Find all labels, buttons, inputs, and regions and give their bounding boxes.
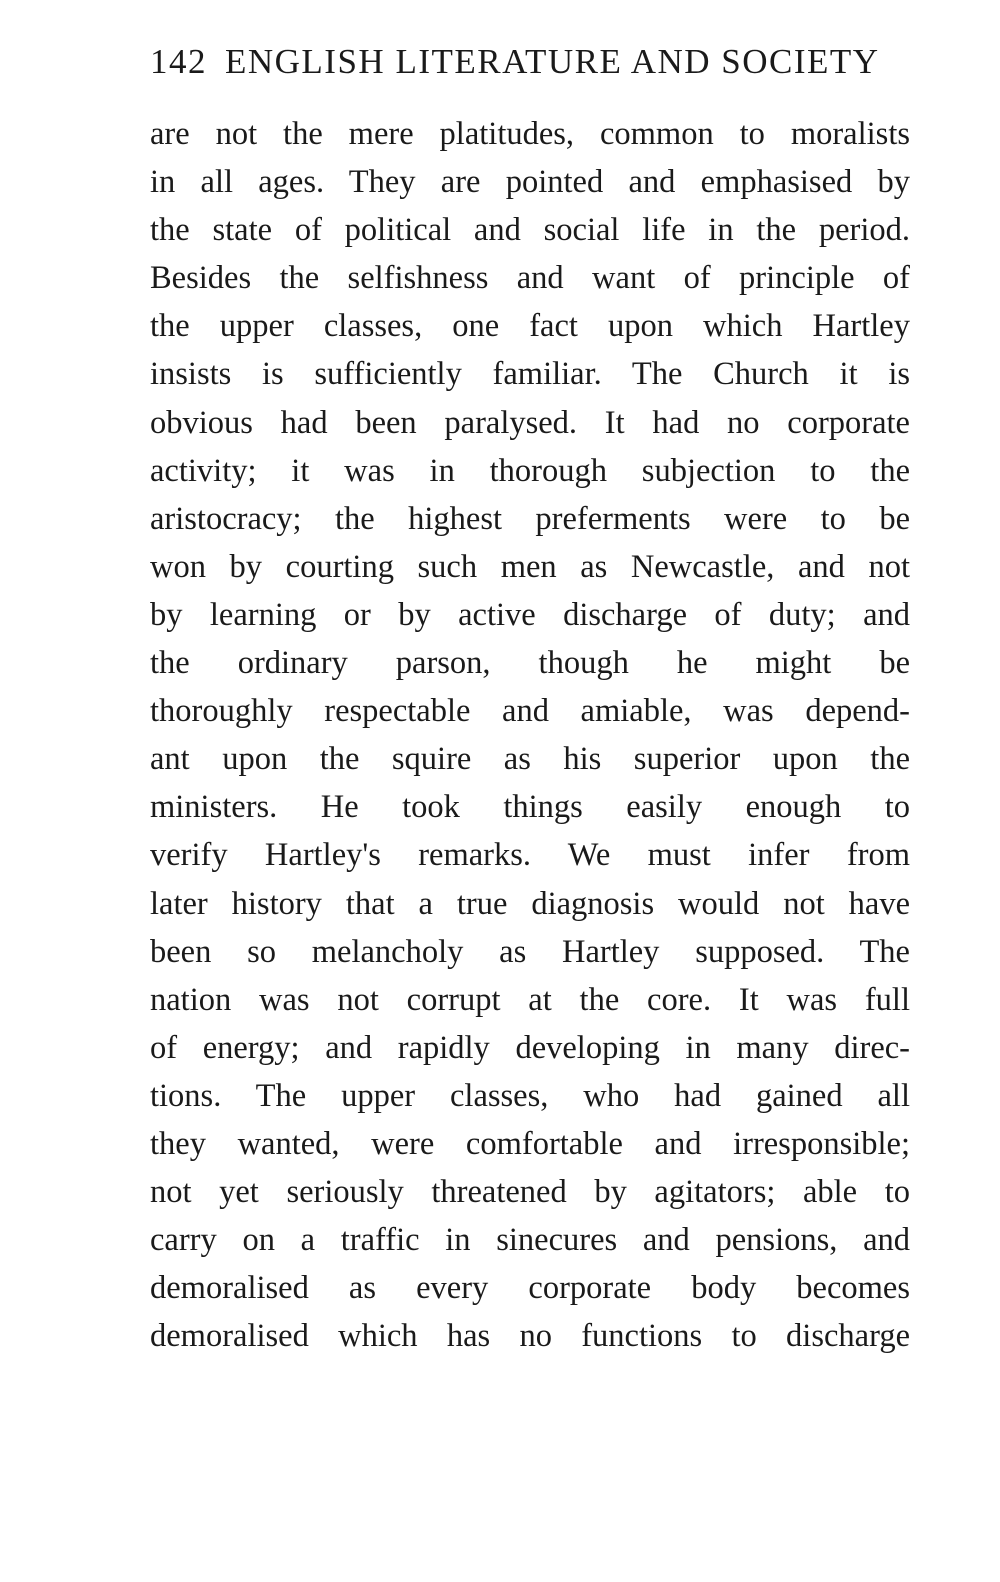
text-line: they wanted, were comfortable and irresponsible; [150,1125,910,1162]
text-line: been so melancholy as Hartley supposed. The [150,933,910,970]
text-line: the ordinary parson, though he might be [150,645,910,682]
text-line: ant upon the squire as his superior upon the [150,741,910,778]
text-line: not yet seriously threatened by agitators; able to [150,1174,910,1211]
text-line: nation was not corrupt at the core. It was full [150,981,910,1018]
running-head [150,42,910,92]
text-line: the state of political and social life in the period. [150,212,910,249]
body-text [150,110,910,1360]
text-line: carry on a traffic in sinecures and pensions, and [150,1222,910,1259]
running-title: ENGLISH LITERATURE AND SOCIETY [225,42,880,81]
text-line: obvious had been paralysed. It had no corporate [150,404,910,441]
text-line: demoralised which has no functions to discharge [150,1318,910,1355]
text-line: by learning or by active discharge of duty; and [150,596,910,633]
text-line: insists is sufficiently familiar. The Church it is [150,356,910,393]
text-line: tions. The upper classes, who had gained all [150,1077,910,1114]
text-line: activity; it was in thorough subjection to the [150,452,910,489]
text-line: verify Hartley's remarks. We must infer from [150,837,910,874]
text-line: aristocracy; the highest preferments were to be [150,500,910,537]
text-line: the upper classes, one fact upon which Hartley [150,308,910,345]
text-line: in all ages. They are pointed and emphasised by [150,164,910,201]
text-line: thoroughly respectable and amiable, was depend- [150,693,910,730]
page-number: 142 [150,42,207,81]
text-line: later history that a true diagnosis would not have [150,885,910,922]
text-line: won by courting such men as Newcastle, and not [150,548,910,585]
text-line: Besides the selfishness and want of principle of [150,260,910,297]
text-line: demoralised as every corporate body becomes [150,1270,910,1307]
text-line: ministers. He took things easily enough to [150,789,910,826]
text-line: are not the mere platitudes, common to moralists [150,116,910,152]
text-line: of energy; and rapidly developing in many direc- [150,1029,910,1066]
